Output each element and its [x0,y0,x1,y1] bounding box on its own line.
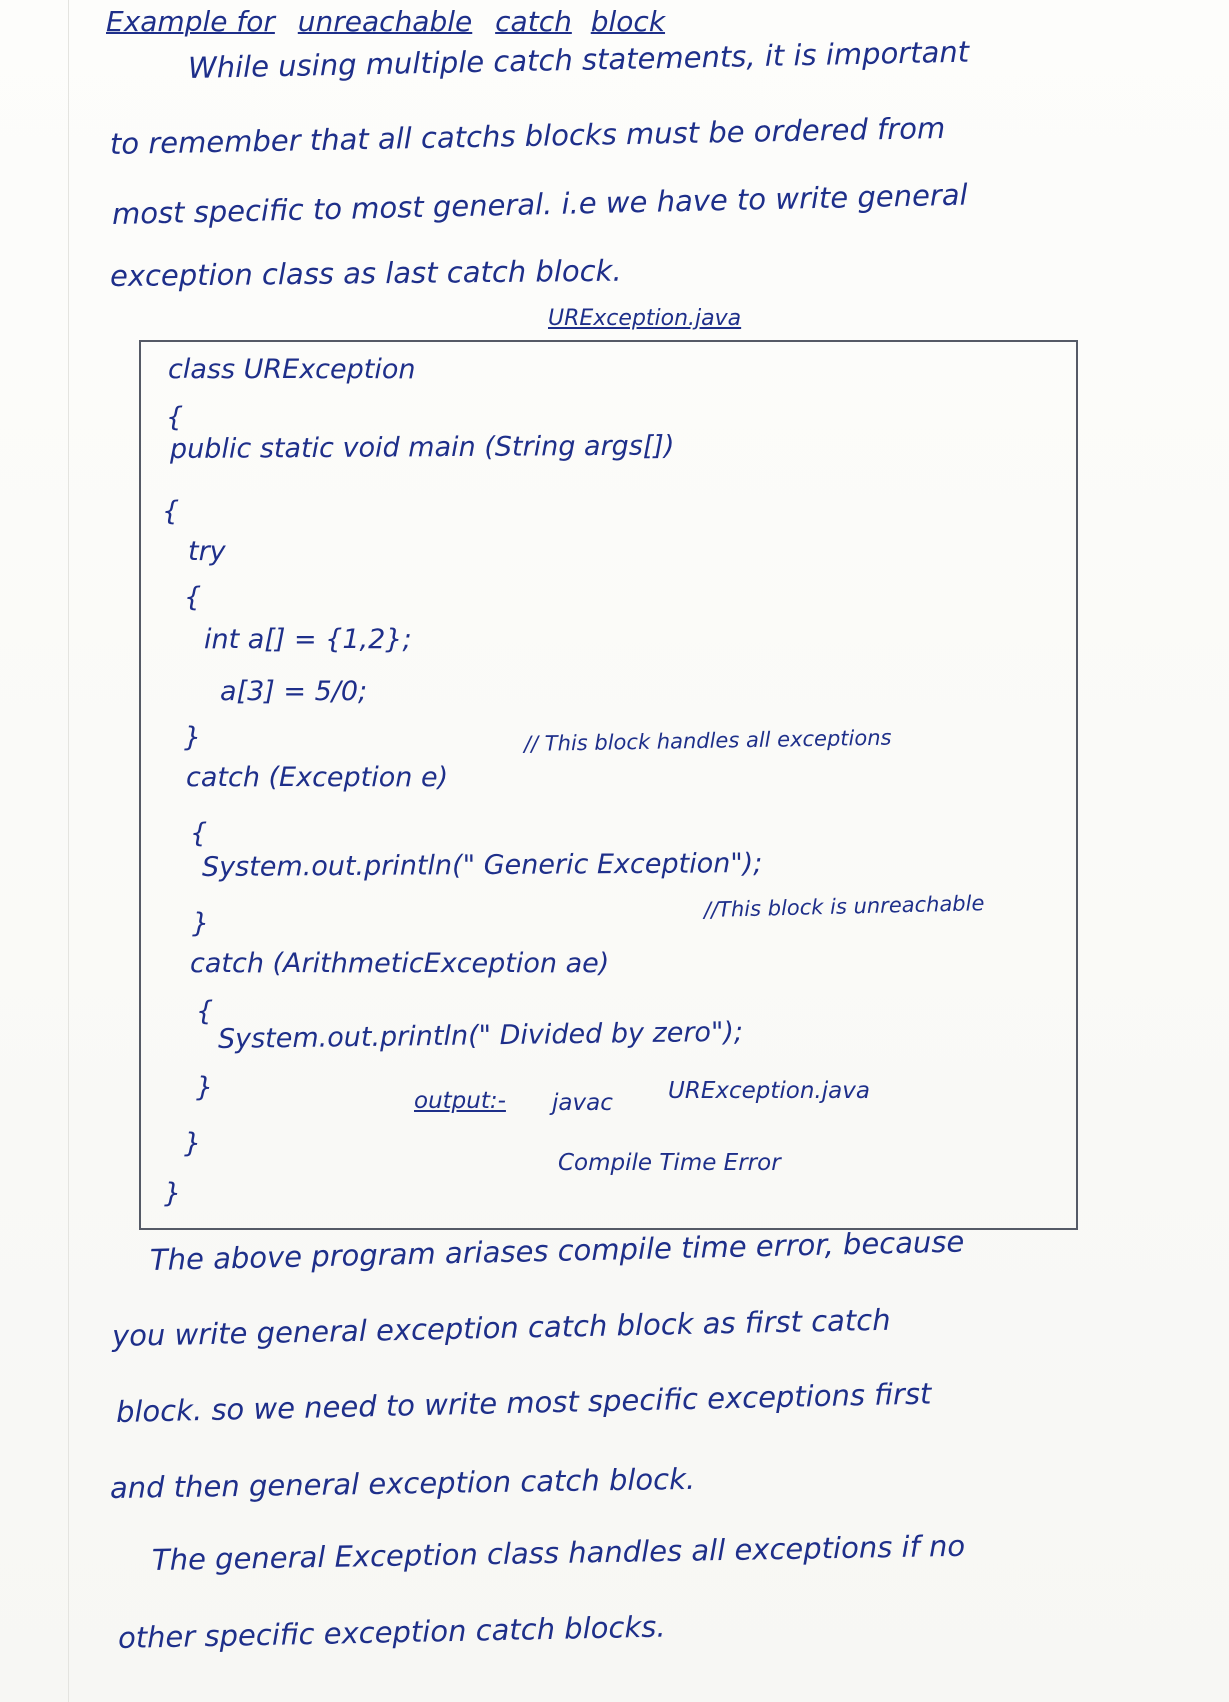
explanation-line-1: The above program ariases compile time error, because [149,1224,965,1277]
code-line-7: int a[] = {1,2}; [204,624,412,655]
heading-part-1: Example for [106,5,275,38]
code-line-19: } [164,1178,182,1209]
explanation-line-2: you write general exception catch block as first catch [111,1302,891,1353]
code-line-14: catch (ArithmeticException ae) [190,948,610,979]
code-line-17: } [196,1072,214,1103]
code-line-8: a[3] = 5/0; [220,676,368,707]
code-line-16: System.out.println(" Divided by zero"); [217,1016,744,1055]
explanation-line-4: and then general exception catch block. [109,1461,696,1505]
output-result: Compile Time Error [558,1150,781,1176]
code-comment-1: // This block handles all exceptions [523,725,892,756]
code-line-13: } [192,908,210,939]
output-command: javac [552,1090,613,1116]
intro-line-2: to remember that all catchs blocks must be ordered from [109,110,946,161]
code-line-15: { [196,996,214,1027]
code-comment-2: //This block is unreachable [703,891,985,922]
page-margin-line [68,0,69,1702]
code-line-11: { [190,818,208,849]
intro-line-1: While using multiple catch statements, it is important [187,34,970,85]
code-line-6: { [184,582,202,613]
code-line-2: { [166,402,184,433]
heading-part-4: block [590,5,666,38]
page-heading [106,5,666,38]
intro-line-4: exception class as last catch block. [109,253,622,293]
explanation-line-3: block. so we need to write most specific exceptions first [115,1376,932,1429]
output-file: URException.java [668,1078,870,1104]
note-line-2: other specific exception catch blocks. [117,1609,666,1655]
intro-line-3: most specific to most general. i.e we have to write general [111,177,968,231]
heading-part-3: catch [495,5,572,38]
file-name-label: URException.java [548,306,742,331]
code-line-9: } [184,722,202,753]
code-line-5: try [188,536,226,567]
code-line-4: { [162,496,180,527]
code-line-18: } [184,1128,202,1159]
code-line-12: System.out.println(" Generic Exception"); [201,848,763,883]
note-line-1: The general Exception class handles all exceptions if no [151,1528,966,1577]
code-line-3: public static void main (String args[]) [169,430,675,465]
heading-part-2: unreachable [297,5,473,38]
output-label: output:- [414,1088,506,1114]
code-line-10: catch (Exception e) [186,762,449,793]
code-line-1: class URException [168,354,416,385]
